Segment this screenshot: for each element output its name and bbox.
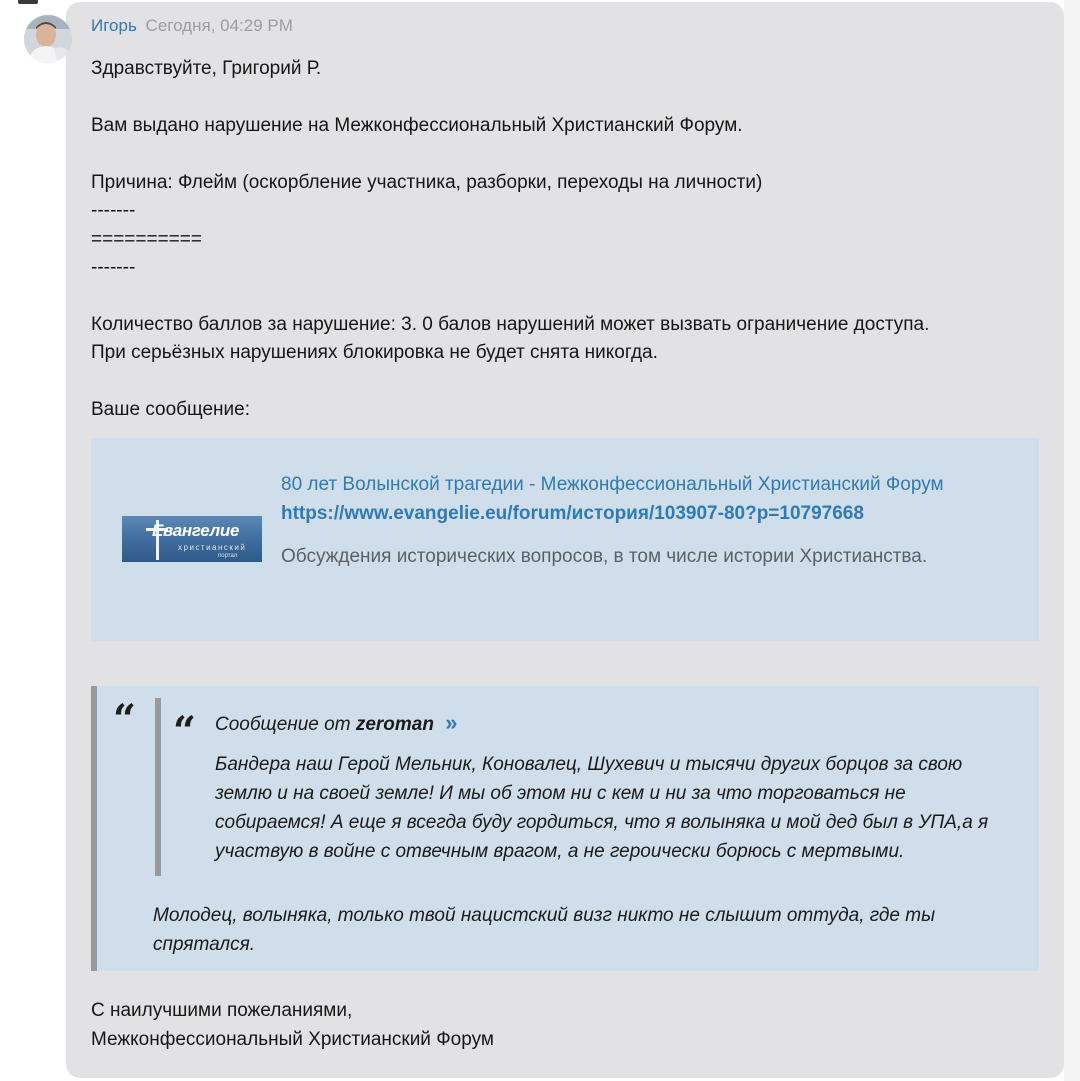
message-meta: [91, 16, 293, 36]
reply-line: Молодец, волыняка, только твой нацистский визг никто не слышит оттуда, где ты: [153, 905, 936, 926]
violation-points-text: Количество баллов за нарушение: 3. 0 балов нарушений может вызвать ограничение доступа.: [91, 314, 930, 335]
violation-reason-text: Причина: Флейм (оскорбление участника, разборки, переходы на личности): [91, 172, 763, 193]
message-timestamp: Сегодня, 04:29 PM: [145, 16, 293, 35]
quote-source-author: zeroman: [355, 714, 434, 735]
link-preview-description: Обсуждения исторических вопросов, в том числе истории Христианства.: [281, 546, 928, 567]
link-preview-url[interactable]: https://www.evangelie.eu/forum/история/103907-80?p=10797668: [281, 503, 864, 524]
sign-off-text: С наилучшими пожеланиями,: [91, 1000, 353, 1021]
quote-source: [215, 710, 454, 736]
top-edge-fragment: [18, 0, 38, 4]
logo-subtitle: христианский: [178, 543, 247, 552]
separator-line: -------: [91, 257, 136, 278]
logo-subtitle-2: портал: [218, 553, 238, 559]
separator-line: ==========: [91, 229, 202, 250]
violation-notice-text: Вам выдано нарушение на Межконфессиональный Христианский Форум.: [91, 115, 743, 136]
quote-source-prefix: Сообщение от: [215, 714, 351, 735]
quote-block: [91, 686, 1039, 971]
blocking-warning-text: При серьёзных нарушениях блокировка не будет снята никогда.: [91, 342, 658, 363]
avatar[interactable]: [24, 15, 72, 63]
quote-open-icon: “: [113, 696, 137, 743]
site-logo: [122, 516, 262, 562]
quoted-line: землю и на своей земле! И мы об этом ни с кем и ни за что торговаться не: [215, 783, 906, 804]
avatar-photo: [24, 15, 72, 63]
quoted-reply-text: [153, 901, 935, 959]
reply-line: спрятался.: [153, 934, 256, 955]
quoted-line: собираемся! А еще я всегда буду гордиться, что я волыняка и мой дед был в УПА,а я: [215, 812, 989, 833]
quoted-line: Бандера наш Герой Мельник, Коновалец, Шухевич и тысячи других борцов за свою: [215, 754, 963, 775]
greeting-text: Здравствуйте, Григорий Р.: [91, 58, 322, 79]
logo-wordmark: Евангелие: [152, 521, 240, 540]
quote-open-icon: “: [173, 708, 197, 755]
quoted-message-text: [215, 750, 988, 866]
author-name-link[interactable]: Игорь: [91, 16, 137, 35]
view-post-arrow-icon[interactable]: »: [445, 710, 454, 735]
link-preview-card[interactable]: [91, 438, 1039, 641]
nested-quote-bar: [155, 698, 161, 876]
link-preview-title[interactable]: 80 лет Волынской трагедии - Межконфессиональный Христианский Форум: [281, 474, 944, 495]
your-message-label: Ваше сообщение:: [91, 399, 250, 420]
separator-line: -------: [91, 200, 136, 221]
signature-text: Межконфессиональный Христианский Форум: [91, 1029, 494, 1050]
quoted-line: участвую в войне с отвечным врагом, а не героически борюсь с мертвыми.: [215, 841, 905, 862]
right-edge-strip: [1064, 0, 1080, 1081]
